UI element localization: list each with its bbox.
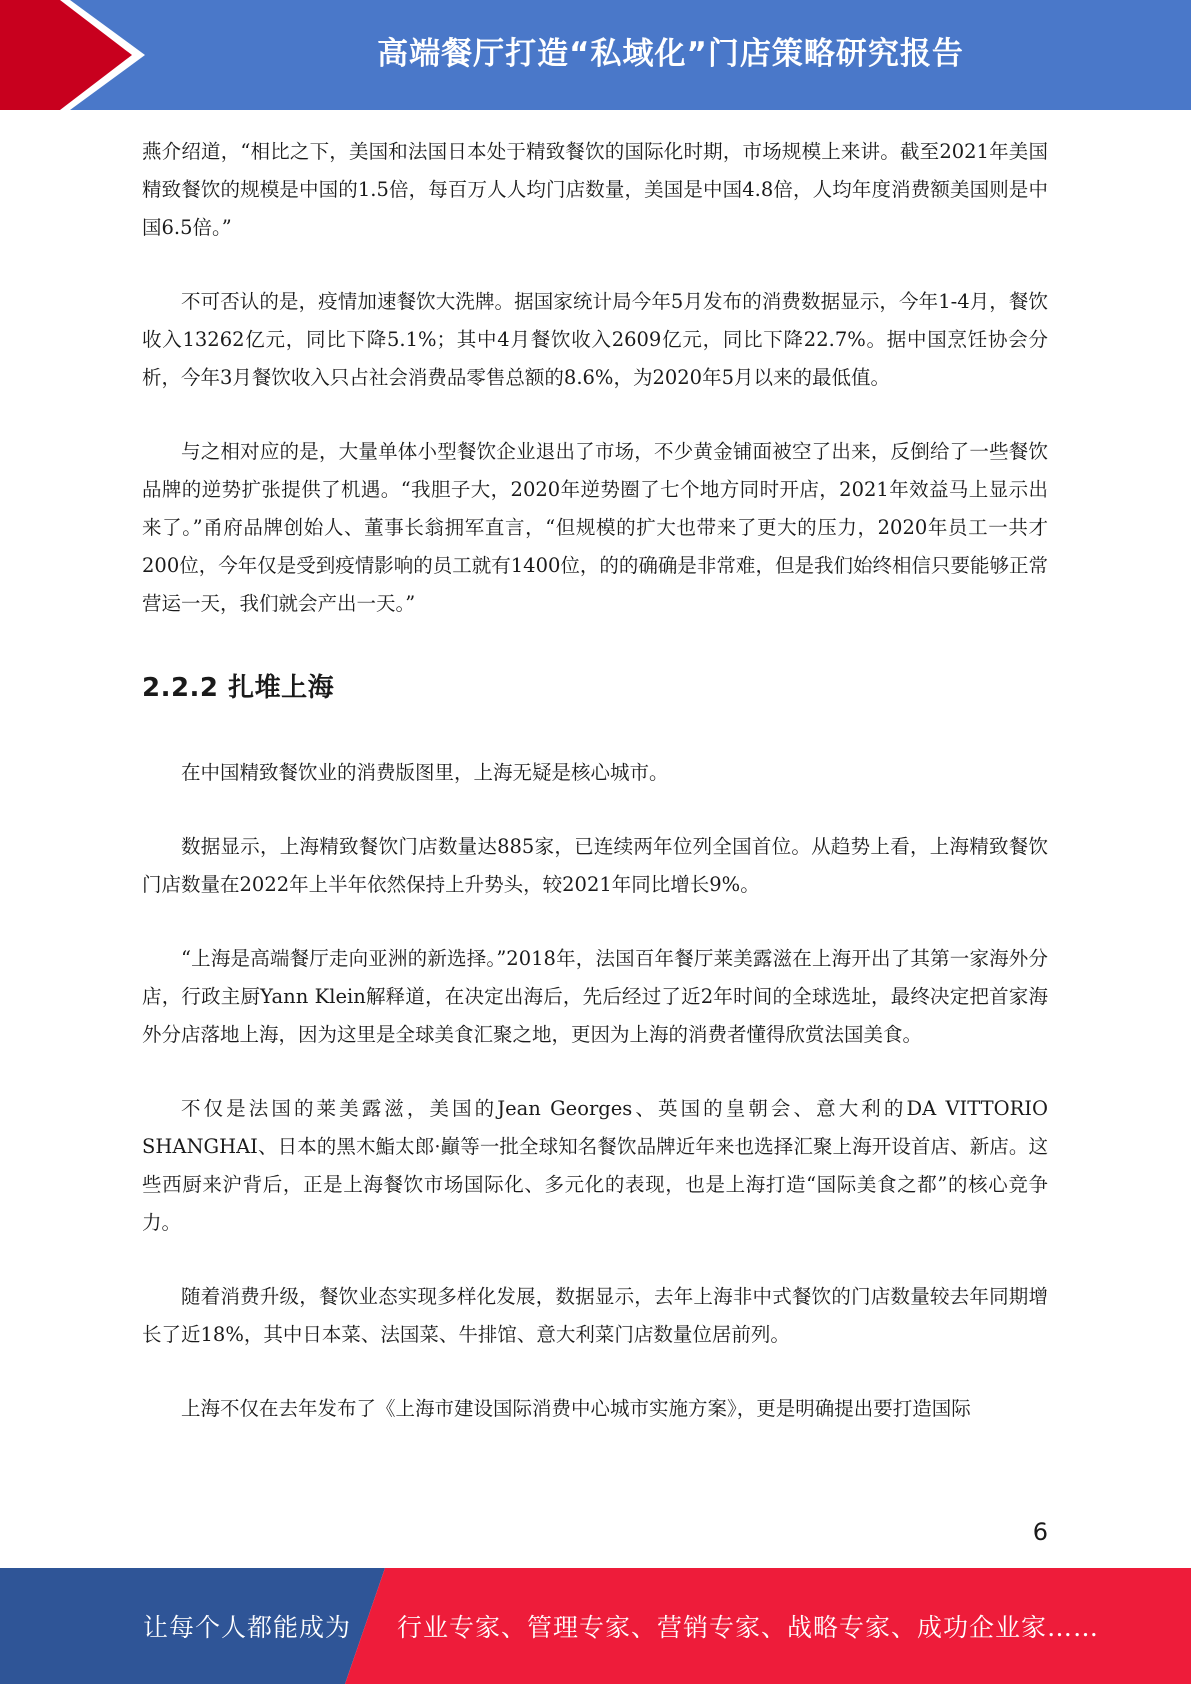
paragraph-2: 不可否认的是，疫情加速餐饮大洗牌。据国家统计局今年5月发布的消费数据显示，今年1-4月，餐饮收入13262亿元，同比下降5.1%；其中4月餐饮收入2609亿元，同比下降22.7%。据中国烹饪协会分析，今年3月餐饮收入只占社会消费品零售总额的8.6%，为2020年5月以来的最低值。 xyxy=(142,290,1048,389)
paragraph-3: 与之相对应的是，大量单体小型餐饮企业退出了市场，不少黄金铺面被空了出来，反倒给了一些餐饮品牌的逆势扩张提供了机遇。“我胆子大，2020年逆势圈了七个地方同时开店，2021年效益马上显示出来了。”甬府品牌创始人、董事长翁拥军直言，“但规模的扩大也带来了更大的压力，2020年员工一共才200位，今年仅是受到疫情影响的员工就有1400位，的的确确是非常难，但是我们始终相信只要能够正常营运一天，我们就会产出一天。” xyxy=(142,440,1048,615)
footer-slogan-right: 行业专家、管理专家、营销专家、战略专家、成功企业家…… xyxy=(397,1613,1100,1642)
section-paragraph-4: 不仅是法国的莱美露滋，美国的Jean Georges、英国的皇朝会、意大利的DA VITTORIO SHANGHAI、日本的黑木鮨太郎·巓等一批全球知名餐饮品牌近年来也选择汇聚上海开设首店、新店。这些西厨来沪背后，正是上海餐饮市场国际化、多元化的表现，也是上海打造“国际美食之都”的核心竞争力。 xyxy=(142,1097,1048,1234)
section-paragraph-5: 随着消费升级，餐饮业态实现多样化发展，数据显示，去年上海非中式餐饮的门店数量较去年同期增长了近18%，其中日本菜、法国菜、牛排馆、意大利菜门店数量位居前列。 xyxy=(142,1285,1048,1346)
footer-slogan-left: 让每个人都能成为 xyxy=(143,1613,352,1642)
section-paragraph-6: 上海不仅在去年发布了《上海市建设国际消费中心城市实施方案》，更是明确提出要打造国际 xyxy=(181,1397,971,1420)
page-number: 6 xyxy=(1032,1518,1048,1546)
page-footer xyxy=(0,1568,1191,1684)
section-paragraph-1: 在中国精致餐饮业的消费版图里，上海无疑是核心城市。 xyxy=(181,761,669,784)
paragraph-1: 燕介绍道，“相比之下，美国和法国日本处于精致餐饮的国际化时期，市场规模上来讲。截至2021年美国精致餐饮的规模是中国的1.5倍，每百万人人均门店数量，美国是中国4.8倍，人均年度消费额美国则是中国6.5倍。” xyxy=(142,140,1048,239)
report-title: 高端餐厅打造“私域化”门店策略研究报告 xyxy=(377,35,964,72)
section-heading: 2.2.2 扎堆上海 xyxy=(142,673,335,703)
section-paragraph-2: 数据显示，上海精致餐饮门店数量达885家，已连续两年位列全国首位。从趋势上看，上海精致餐饮门店数量在2022年上半年依然保持上升势头，较2021年同比增长9%。 xyxy=(142,835,1048,896)
page-header xyxy=(0,0,1191,110)
section-paragraph-3: “上海是高端餐厅走向亚洲的新选择。”2018年，法国百年餐厅莱美露滋在上海开出了其第一家海外分店，行政主厨Yann Klein解释道，在决定出海后，先后经过了近2年时间的全球选址，最终决定把首家海外分店落地上海，因为这里是全球美食汇聚之地，更因为上海的消费者懂得欣赏法国美食。 xyxy=(142,947,1048,1046)
document-body xyxy=(142,133,1048,1464)
